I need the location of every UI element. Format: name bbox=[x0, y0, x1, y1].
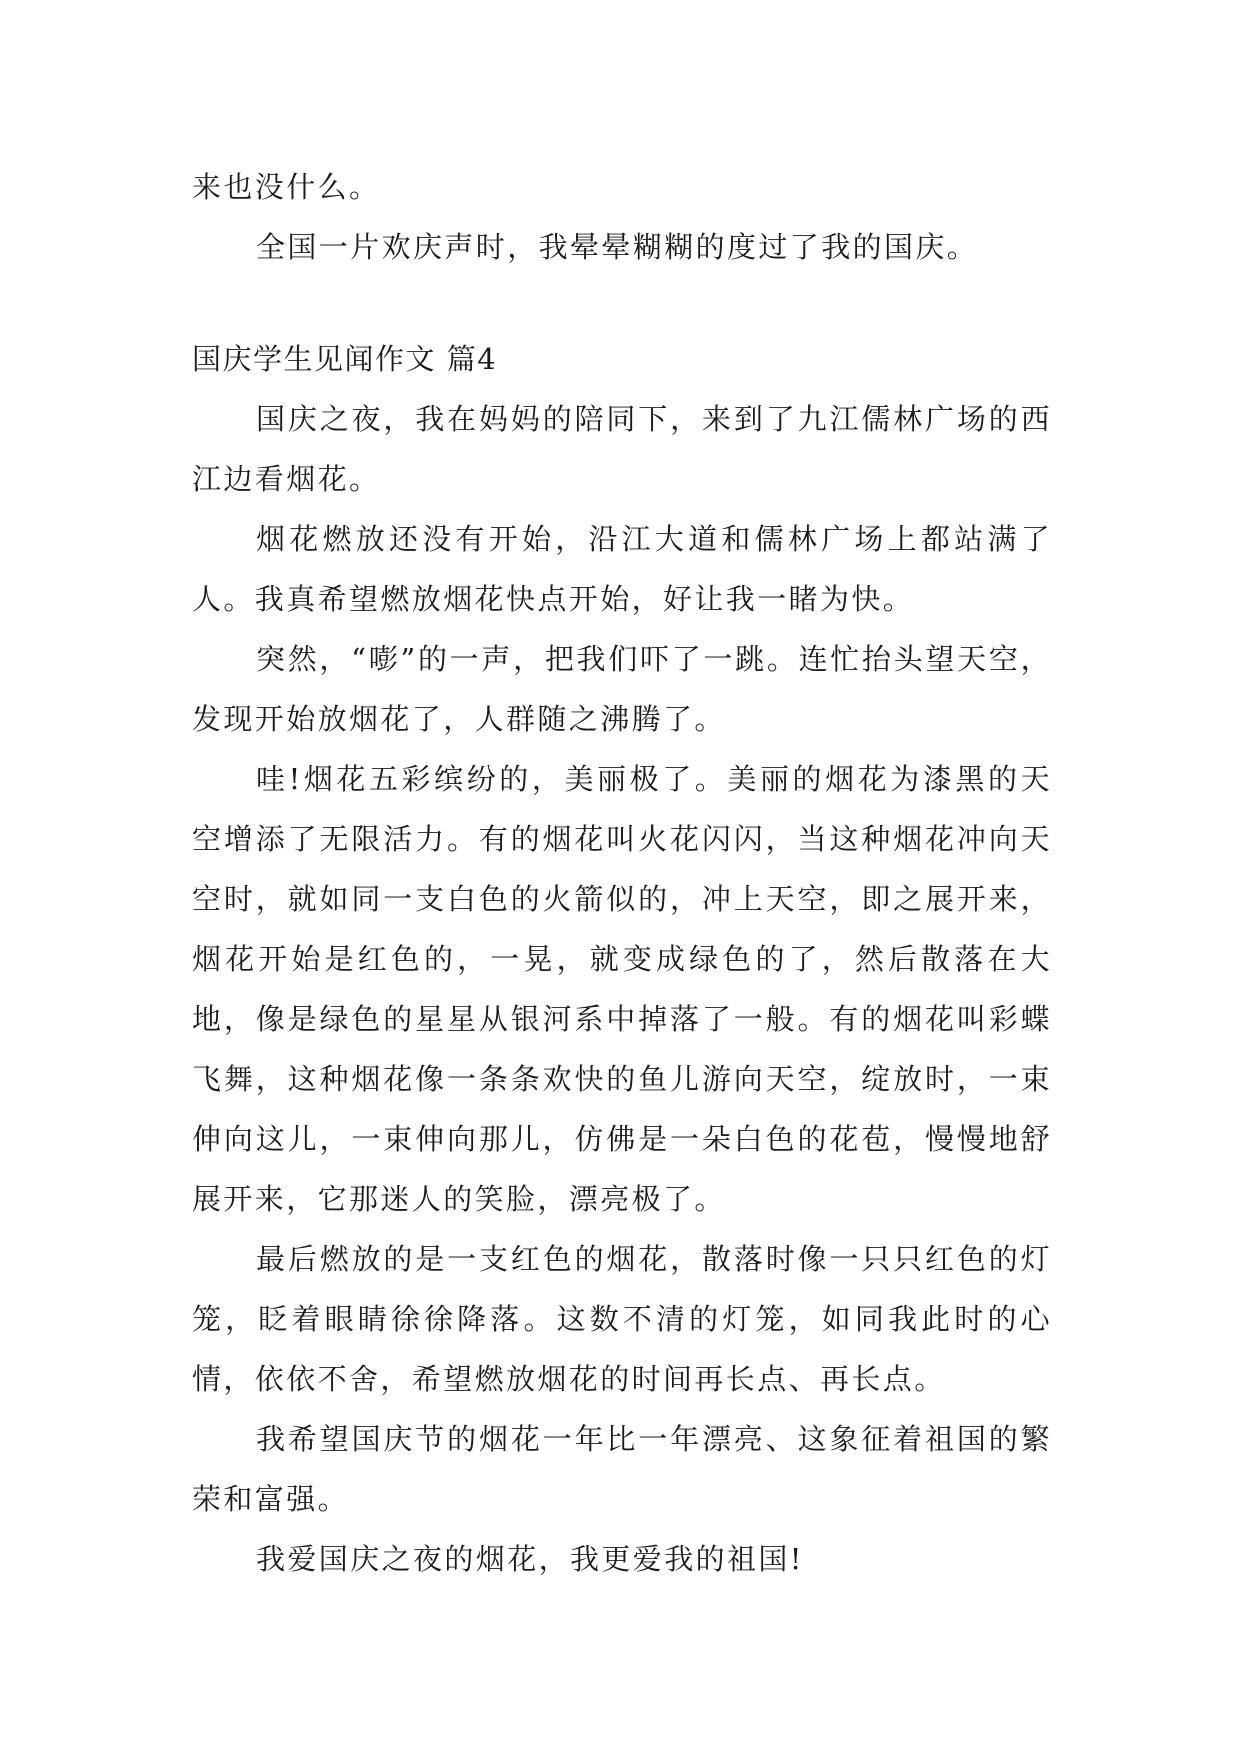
paragraph-2: 烟花燃放还没有开始，沿江大道和儒林广场上都站满了人。我真希望燃放烟花快点开始，好让我一睹为快。 bbox=[192, 522, 1052, 616]
section-spacer bbox=[192, 277, 1052, 329]
continuation-paragraph: 全国一片欢庆声时，我晕晕糊糊的度过了我的国庆。 bbox=[256, 230, 979, 264]
paragraph-7: 我爱国庆之夜的烟花，我更爱我的祖国! bbox=[256, 1542, 804, 1576]
paragraph-5: 最后燃放的是一支红色的烟花，散落时像一只只红色的灯笼，眨着眼睛徐徐降落。这数不清的灯笼，如同我此时的心情，依依不舍，希望燃放烟花的时间再长点、再长点。 bbox=[192, 1242, 1052, 1396]
paragraph-6: 我希望国庆节的烟花一年比一年漂亮、这象征着祖国的繁荣和富强。 bbox=[192, 1422, 1052, 1516]
paragraph-4: 哇!烟花五彩缤纷的，美丽极了。美丽的烟花为漆黑的天空增添了无限活力。有的烟花叫火花闪闪，当这种烟花冲向天空时，就如同一支白色的火箭似的，冲上天空，即之展开来，烟花开始是红色的，一晃，就变成绿色的了，然后散落在大地，像是绿色的星星从银河系中掉落了一般。有的烟花叫彩蝶飞舞，这种烟花像一条条欢快的鱼儿游向天空，绽放时，一束伸向这儿，一束伸向那儿，仿佛是一朵白色的花苞，慢慢地舒展开来，它那迷人的笑脸，漂亮极了。 bbox=[192, 762, 1052, 1216]
paragraph-3: 突然，“嘭”的一声，把我们吓了一跳。连忙抬头望天空，发现开始放烟花了，人群随之沸腾了。 bbox=[192, 642, 1052, 736]
paragraph-1: 国庆之夜，我在妈妈的陪同下，来到了九江儒林广场的西江边看烟花。 bbox=[192, 402, 1052, 496]
continuation-line: 来也没什么。 bbox=[192, 170, 381, 204]
document-body bbox=[192, 157, 1052, 1589]
section-title: 国庆学生见闻作文 篇4 bbox=[192, 342, 498, 376]
